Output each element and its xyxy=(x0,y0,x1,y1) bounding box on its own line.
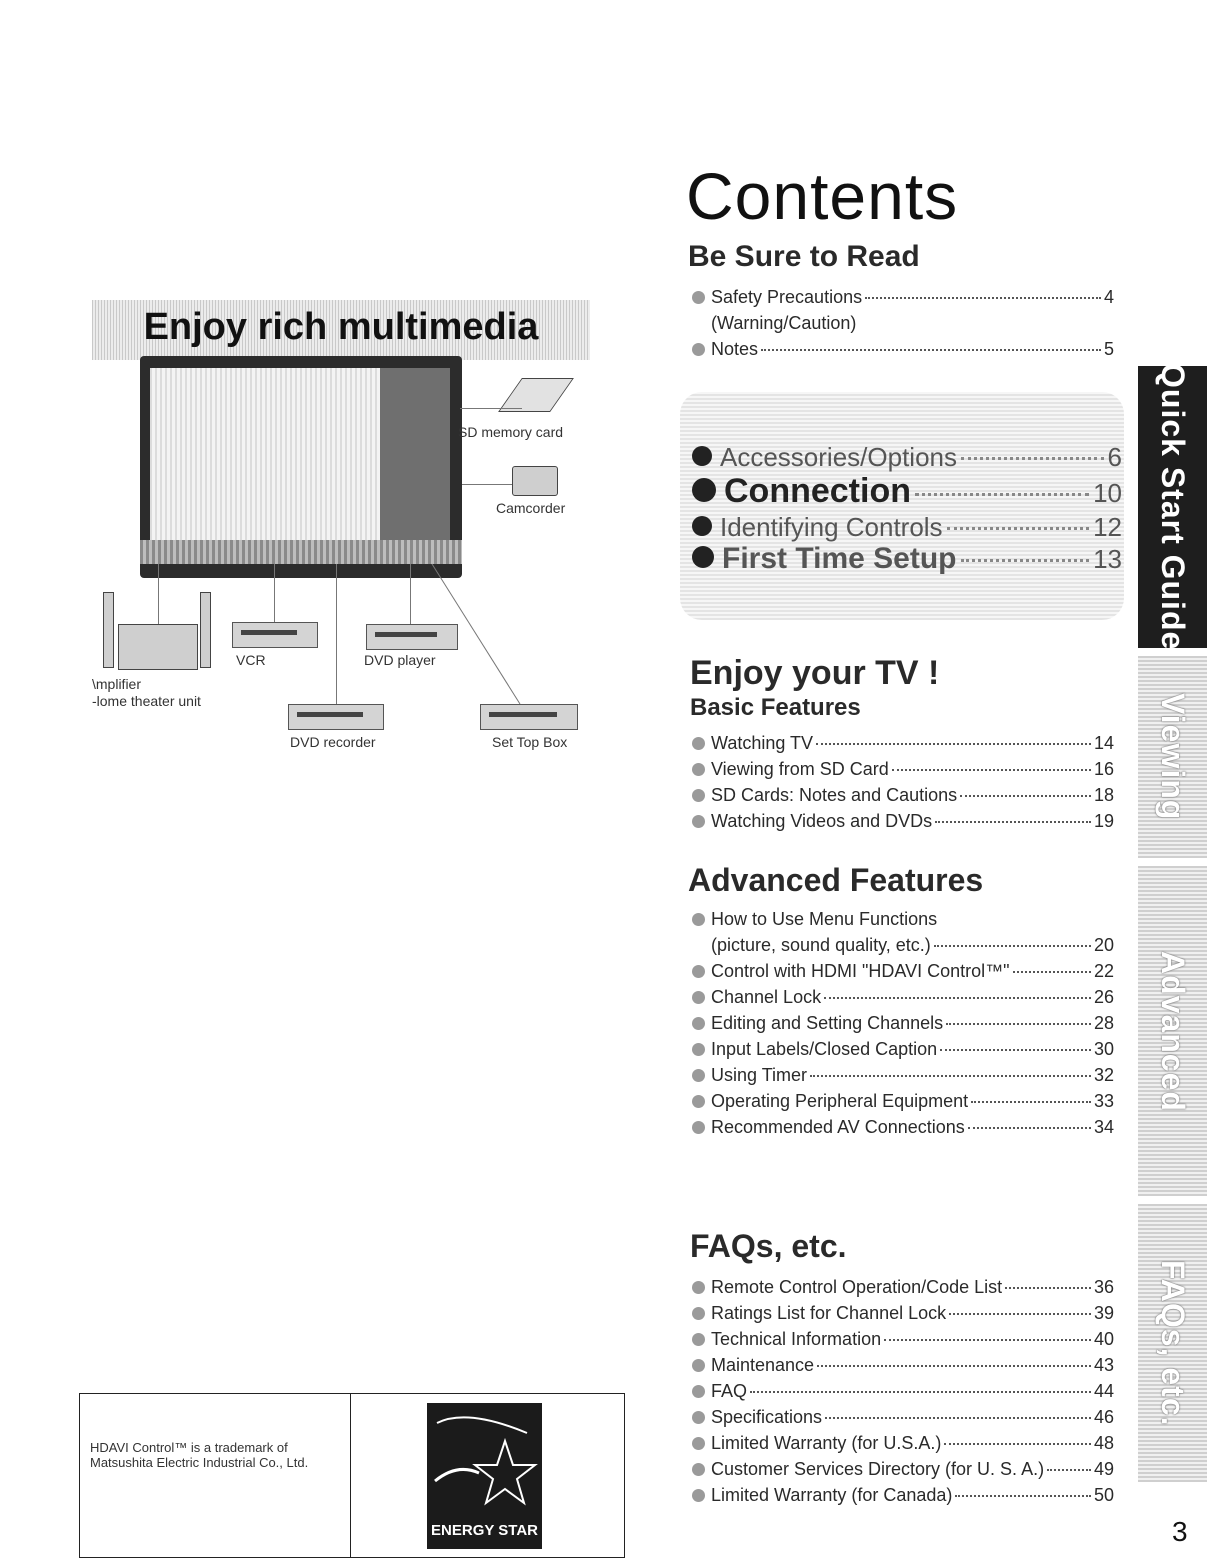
quick-item[interactable]: Identifying Controls 12 xyxy=(692,512,1122,543)
toc-item[interactable]: How to Use Menu Functions xyxy=(692,909,1114,930)
bullet-icon xyxy=(692,1359,705,1372)
bullet-icon xyxy=(692,1121,705,1134)
section-enjoy-heading: Enjoy your TV ! xyxy=(690,654,940,692)
vcr-label: VCR xyxy=(236,652,266,668)
quick-item[interactable]: Connection 10 xyxy=(692,472,1122,511)
bullet-icon xyxy=(692,815,705,828)
section-advanced-heading: Advanced Features xyxy=(688,862,984,898)
tab-advanced[interactable]: Advanced xyxy=(1138,866,1207,1196)
tab-viewing[interactable]: Viewing xyxy=(1138,656,1207,858)
bullet-icon xyxy=(692,1333,705,1346)
toc-item[interactable]: Notes 5 xyxy=(692,339,1114,360)
toc-item[interactable]: FAQ 44 xyxy=(692,1381,1114,1402)
trademark-note: HDAVI Control™ is a trademark of Matsushita Electric Industrial Co., Ltd. xyxy=(90,1440,309,1470)
bullet-icon xyxy=(692,1043,705,1056)
toc-item[interactable]: Watching Videos and DVDs 19 xyxy=(692,811,1114,832)
toc-item[interactable]: Viewing from SD Card 16 xyxy=(692,759,1114,780)
section-basic-subheading: Basic Features xyxy=(690,694,861,721)
toc-item[interactable]: Specifications 46 xyxy=(692,1407,1114,1428)
bullet-icon xyxy=(692,789,705,802)
section-faqs-heading: FAQs, etc. xyxy=(690,1228,847,1264)
quick-item[interactable]: Accessories/Options 6 xyxy=(692,442,1122,473)
camcorder-label: Camcorder xyxy=(496,500,566,516)
toc-item[interactable]: Control with HDMI "HDAVI Control™" 22 xyxy=(692,961,1114,982)
toc-item[interactable]: Remote Control Operation/Code List 36 xyxy=(692,1277,1114,1298)
bullet-icon xyxy=(692,913,705,926)
bullet-icon xyxy=(692,478,716,502)
page-number: 3 xyxy=(1172,1516,1188,1547)
home-theater-label: -lome theater unit xyxy=(92,693,201,709)
bullet-icon xyxy=(692,1069,705,1082)
bullet-icon xyxy=(692,343,705,356)
connection-lines xyxy=(0,0,600,760)
bullet-icon xyxy=(692,1281,705,1294)
bullet-icon xyxy=(692,991,705,1004)
bullet-icon xyxy=(692,965,705,978)
bullet-icon xyxy=(692,291,705,304)
bullet-icon xyxy=(692,1411,705,1424)
tab-quick-start-guide[interactable]: Quick Start Guide xyxy=(1138,366,1207,648)
bullet-icon xyxy=(692,737,705,750)
toc-item[interactable]: Using Timer 32 xyxy=(692,1065,1114,1086)
bullet-icon xyxy=(692,1489,705,1502)
toc-item[interactable]: Safety Precautions 4 xyxy=(692,287,1114,308)
quick-item[interactable]: First Time Setup 13 xyxy=(692,542,1122,576)
tab-faqs[interactable]: FAQs, etc. xyxy=(1138,1204,1207,1482)
section-be-sure-heading: Be Sure to Read xyxy=(688,240,920,273)
toc-item-continuation[interactable]: (picture, sound quality, etc.) 20 xyxy=(711,935,1114,955)
toc-item[interactable]: Limited Warranty (for U.S.A.) 48 xyxy=(692,1433,1114,1454)
energy-star-icon xyxy=(427,1403,542,1513)
set-top-box-label: Set Top Box xyxy=(492,734,568,750)
footer-divider xyxy=(350,1393,351,1557)
dvd-recorder-label: DVD recorder xyxy=(290,734,376,750)
amplifier-label: \mplifier xyxy=(92,676,142,692)
energy-star-label: ENERGY STAR xyxy=(431,1522,538,1539)
toc-item[interactable]: Customer Services Directory (for U. S. A.) 49 xyxy=(692,1459,1114,1480)
bullet-icon xyxy=(692,1463,705,1476)
toc-item[interactable]: Input Labels/Closed Caption 30 xyxy=(692,1039,1114,1060)
illustration-title: Enjoy rich multimedia xyxy=(143,306,539,348)
bullet-icon xyxy=(692,763,705,776)
footer-box xyxy=(79,1393,625,1558)
bullet-icon xyxy=(692,1307,705,1320)
bullet-icon xyxy=(692,1385,705,1398)
toc-item[interactable]: Limited Warranty (for Canada) 50 xyxy=(692,1485,1114,1506)
toc-item[interactable]: Editing and Setting Channels 28 xyxy=(692,1013,1114,1034)
toc-item[interactable]: Channel Lock 26 xyxy=(692,987,1114,1008)
toc-item-continuation: (Warning/Caution) xyxy=(711,313,857,333)
bullet-icon xyxy=(692,1095,705,1108)
bullet-icon xyxy=(692,516,712,536)
toc-item[interactable]: SD Cards: Notes and Cautions 18 xyxy=(692,785,1114,806)
page-title: Contents xyxy=(686,159,959,233)
sd-card-label: SD memory card xyxy=(458,424,564,440)
bullet-icon xyxy=(692,1437,705,1450)
toc-item[interactable]: Watching TV 14 xyxy=(692,733,1114,754)
bullet-icon xyxy=(692,446,712,466)
toc-item[interactable]: Maintenance 43 xyxy=(692,1355,1114,1376)
toc-item[interactable]: Operating Peripheral Equipment 33 xyxy=(692,1091,1114,1112)
toc-item[interactable]: Ratings List for Channel Lock 39 xyxy=(692,1303,1114,1324)
toc-item[interactable]: Recommended AV Connections 34 xyxy=(692,1117,1114,1138)
dvd-player-label: DVD player xyxy=(364,652,436,668)
bullet-icon xyxy=(692,1017,705,1030)
toc-item[interactable]: Technical Information 40 xyxy=(692,1329,1114,1350)
bullet-icon xyxy=(692,546,714,568)
